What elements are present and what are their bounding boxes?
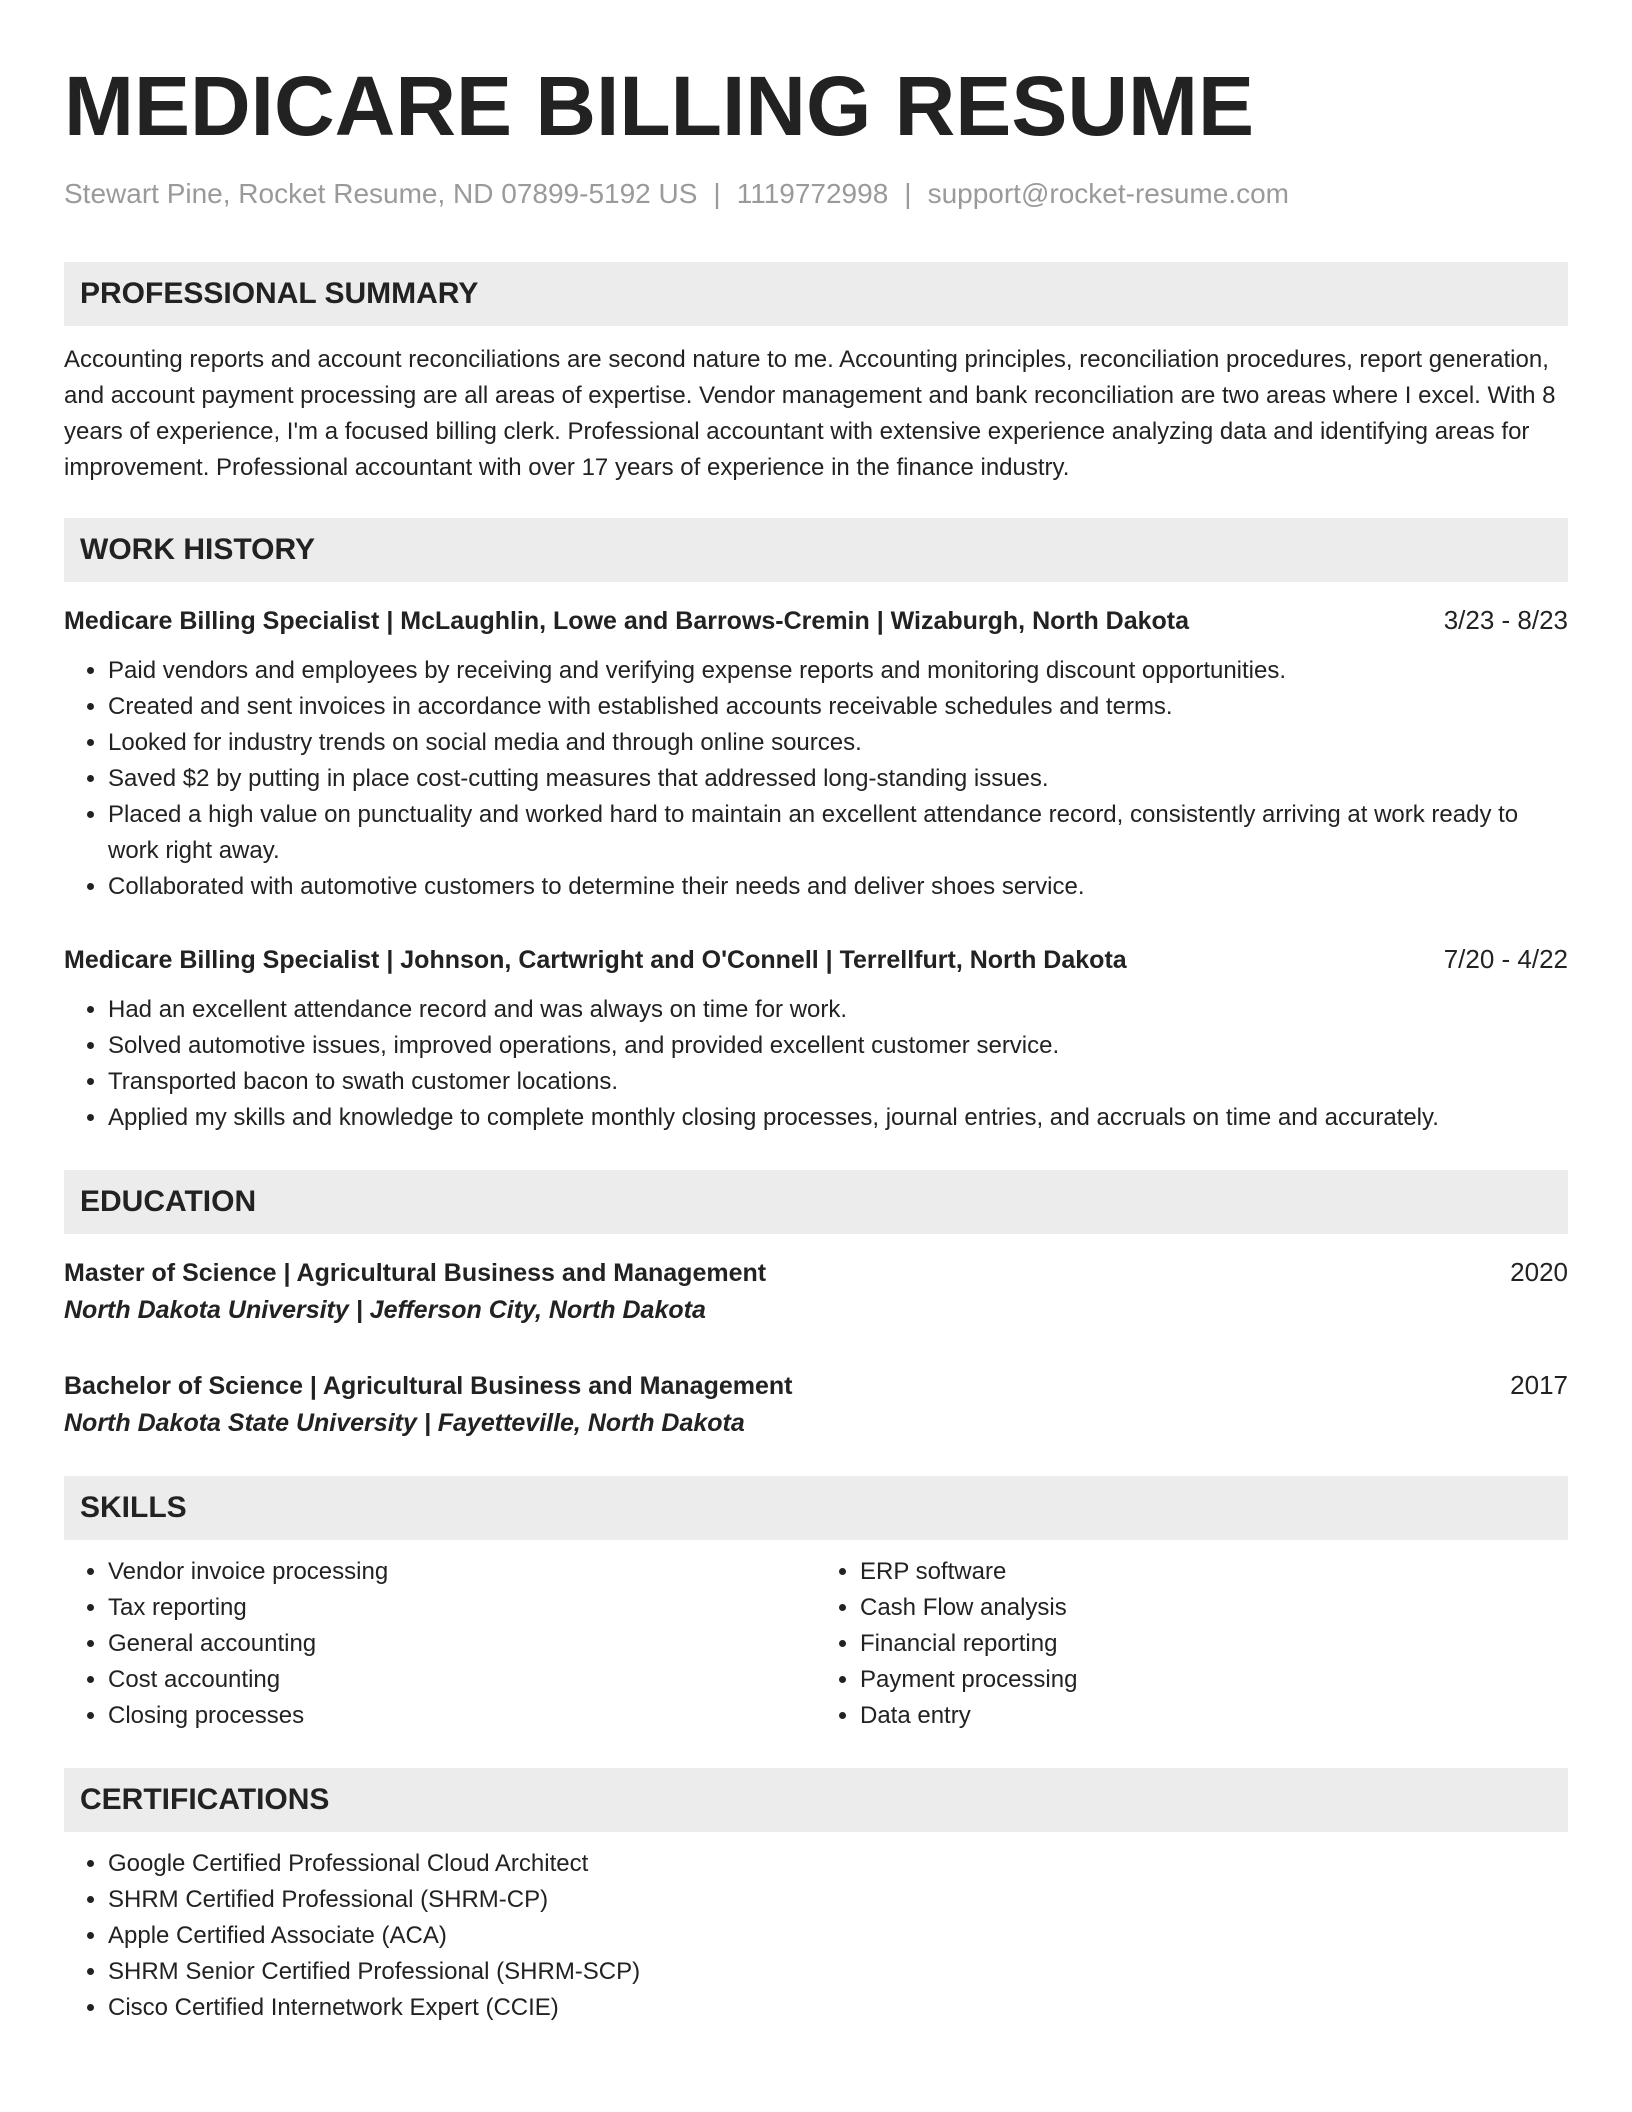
education-entry xyxy=(64,1254,1568,1329)
skill-item: • Tax reporting xyxy=(108,1590,816,1626)
job-entry xyxy=(64,602,1568,905)
skill-item: • Cash Flow analysis xyxy=(860,1590,1568,1626)
skill-item: • Cost accounting xyxy=(108,1662,816,1698)
education-header xyxy=(64,1254,1568,1291)
school: North Dakota University | Jefferson City, North Dakota xyxy=(64,1296,706,1324)
skills-list-right xyxy=(816,1554,1568,1734)
skill-item: • Closing processes xyxy=(108,1698,816,1734)
job-header xyxy=(64,941,1568,978)
job-bullet: • Paid vendors and employees by receiving and verifying expense reports and monitoring discount opportunities. xyxy=(108,653,1568,689)
job-header xyxy=(64,602,1568,639)
certification-item: • Apple Certified Associate (ACA) xyxy=(108,1918,1568,1954)
skill-item: • ERP software xyxy=(860,1554,1568,1590)
skill-item: • General accounting xyxy=(108,1626,816,1662)
job-bullet: • Solved automotive issues, improved operations, and provided excellent customer service. xyxy=(108,1028,1568,1064)
degree: Bachelor of Science | Agricultural Business and Management xyxy=(64,1372,793,1400)
job-bullet-list xyxy=(64,992,1568,1136)
certification-item: • Cisco Certified Internetwork Expert (CCIE) xyxy=(108,1990,1568,2026)
summary-paragraph: Accounting reports and account reconciliations are second nature to me. Accounting principles, reconciliation procedures, report generation, and account payment processing are all areas of expertise. Vendor management and bank reconciliation are two areas where I excel. With 8 years of experience, I'm a focused billing clerk. Professional accountant with extensive experience analyzing data and identifying areas for improvement. Professional accountant with over 17 years of experience in the finance industry. xyxy=(64,346,1556,481)
section-heading-skills: SKILLS xyxy=(64,1476,1568,1540)
skills-grid xyxy=(64,1554,1568,1734)
job-bullet: • Looked for industry trends on social media and through online sources. xyxy=(108,725,1568,761)
job-dates: 3/23 - 8/23 xyxy=(1443,605,1568,635)
certification-item: • Google Certified Professional Cloud Architect xyxy=(108,1846,1568,1882)
job-bullet: • Placed a high value on punctuality and worked hard to maintain an excellent attendance record, consistently arriving at work ready to work right away. xyxy=(108,797,1568,869)
job-title: Medicare Billing Specialist | McLaughlin, Lowe and Barrows-Cremin | Wizaburgh, North Dakota xyxy=(64,607,1190,635)
skills-list-left xyxy=(64,1554,816,1734)
job-bullet: • Saved $2 by putting in place cost-cutting measures that addressed long-standing issues. xyxy=(108,761,1568,797)
section-heading-summary: PROFESSIONAL SUMMARY xyxy=(64,262,1568,326)
certification-item: • SHRM Certified Professional (SHRM-CP) xyxy=(108,1882,1568,1918)
section-heading-work-history: WORK HISTORY xyxy=(64,518,1568,582)
skill-item: • Financial reporting xyxy=(860,1626,1568,1662)
job-dates: 7/20 - 4/22 xyxy=(1443,944,1568,974)
education-header xyxy=(64,1367,1568,1404)
section-heading-education: EDUCATION xyxy=(64,1170,1568,1234)
certifications-list xyxy=(64,1846,1568,2026)
contact-address: Stewart Pine, Rocket Resume, ND 07899-5192 US xyxy=(64,178,698,209)
job-bullet: • Created and sent invoices in accordance with established accounts receivable schedules and terms. xyxy=(108,689,1568,725)
contact-separator: | xyxy=(904,178,912,209)
skill-item: • Payment processing xyxy=(860,1662,1568,1698)
school: North Dakota State University | Fayetteville, North Dakota xyxy=(64,1409,745,1437)
contact-phone: 1119772998 xyxy=(736,178,889,209)
skill-item: • Data entry xyxy=(860,1698,1568,1734)
job-title: Medicare Billing Specialist | Johnson, Cartwright and O'Connell | Terrellfurt, North Dakota xyxy=(64,946,1127,974)
contact-email: support@rocket-resume.com xyxy=(927,178,1289,209)
job-bullet: • Collaborated with automotive customers to determine their needs and deliver shoes service. xyxy=(108,869,1568,905)
job-bullet-list xyxy=(64,653,1568,905)
skill-item: • Vendor invoice processing xyxy=(108,1554,816,1590)
certification-item: • SHRM Senior Certified Professional (SHRM-SCP) xyxy=(108,1954,1568,1990)
graduation-year: 2020 xyxy=(1510,1257,1568,1287)
section-heading-certifications: CERTIFICATIONS xyxy=(64,1768,1568,1832)
job-entry xyxy=(64,941,1568,1136)
job-bullet: • Transported bacon to swath customer locations. xyxy=(108,1064,1568,1100)
degree: Master of Science | Agricultural Business and Management xyxy=(64,1259,767,1287)
education-entry xyxy=(64,1367,1568,1442)
contact-separator: | xyxy=(713,178,721,209)
job-bullet: • Had an excellent attendance record and was always on time for work. xyxy=(108,992,1568,1028)
graduation-year: 2017 xyxy=(1510,1370,1568,1400)
job-bullet: • Applied my skills and knowledge to complete monthly closing processes, journal entries, and accruals on time and accurately. xyxy=(108,1100,1568,1136)
resume-title: MEDICARE BILLING RESUME xyxy=(64,59,1255,153)
contact-line xyxy=(64,176,1568,212)
